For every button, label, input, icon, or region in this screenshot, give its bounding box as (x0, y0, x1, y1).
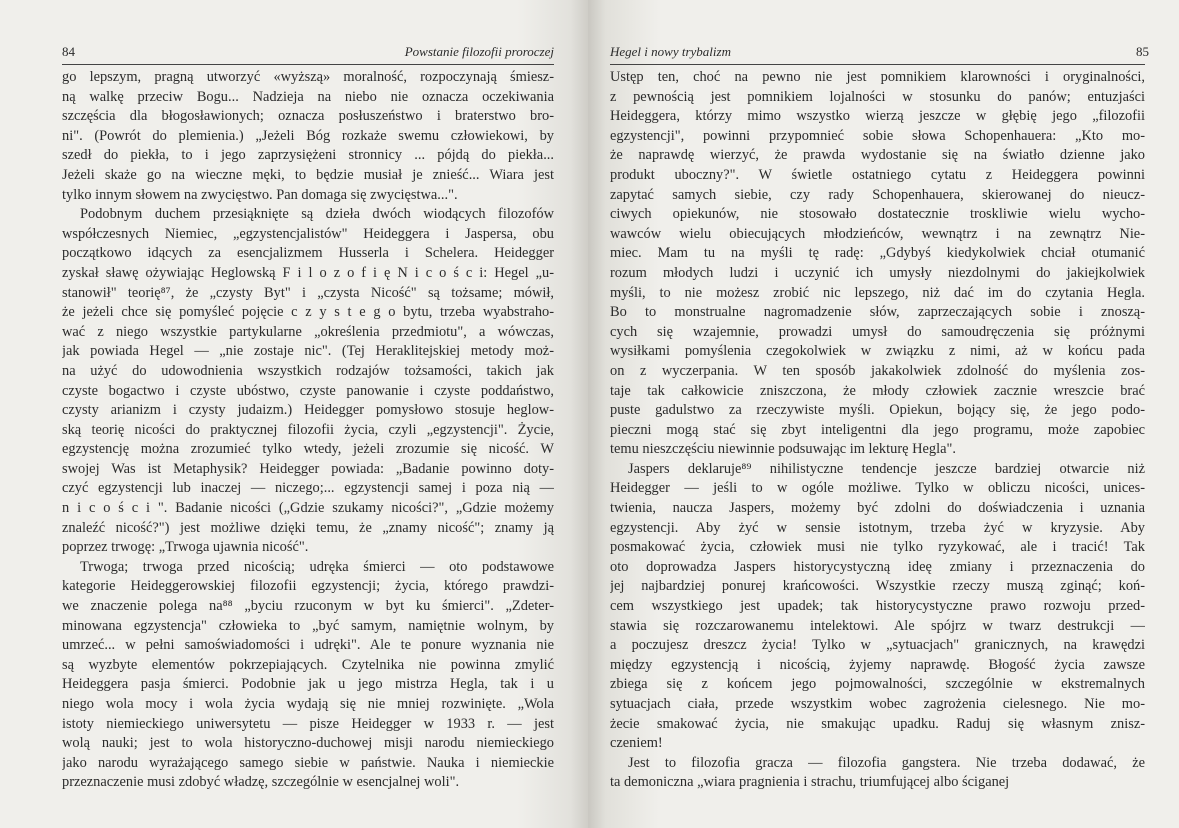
text-line: istoty niemieckiego uniwersytetu — pisze Heidegger w 1933 r. — jest (62, 715, 554, 732)
text-line: znaleźć nicość?") jest możliwe dzięki temu, że „znamy nicość"; znamy ją (62, 519, 554, 536)
running-title: Hegel i nowy trybalizm (610, 44, 731, 59)
text-line: oto doprowadza Jaspers historycystyczną ideę zmiany i przeznaczenia do (610, 558, 1145, 575)
text-line: egzystencję można zrozumieć tylko wtedy, jeżeli zrozumie się nicość. W (62, 441, 554, 458)
header-rule (62, 64, 554, 65)
text-line: jak powiada Hegel — „nie zostaje nic". (Tej Heraklitejskiej metody moż- (62, 343, 554, 360)
text-line: przeznaczenie musi zdobyć władzę, szczególnie w esencjalnej woli". (62, 774, 460, 791)
text-line: egzystencji. Aby żyć w sensie istotnym, trzeba żyć w kryzysie. Aby (610, 519, 1145, 536)
text-line: rozum młodych ludzi i uczynić ich umysły niezdolnymi do jakiejkolwiek (610, 264, 1145, 281)
header-rule (610, 64, 1145, 65)
text-line: umrzeć... w pełni samoświadomości i udręki". Ale te ponure wyznania nie (62, 637, 554, 654)
text-line: Ustęp ten, choć na pewno nie jest pomnikiem klarowności i oryginalności, (610, 69, 1145, 85)
text-line: ciwych opiekunów, nie stosowało dostatecznie troskliwie wielu wycho- (610, 206, 1145, 223)
text-line: zapytać samych siebie, czy rady Schopenhauera, skierowanej do nieucz- (610, 186, 1145, 203)
text-line: puste gadulstwo za rzeczywiste myśli. Opiekun, bojący się, że jego podo- (610, 402, 1145, 419)
text-line: ni". (Powrót do plemienia.) „Jeżeli Bóg rozkaże swemu człowiekowi, by (62, 127, 554, 144)
text-line: jako narodu wyrażającego samego siebie w państwie. Nauka i niemieckie (62, 754, 554, 771)
text-line: ta demoniczna „wiara pragnienia i strachu, triumfującej albo ściganej (610, 774, 1010, 791)
text-line: n i c o ś c i ". Badanie nicości („Gdzie szukamy nicości?", „Gdzie możemy (62, 500, 554, 517)
text-line: temu nieszczęściu niewinnie podsuwając im lekturę Hegla". (610, 441, 956, 458)
text-line: współczesnych Niemiec, „egzystencjalistów" Heideggera i Jaspersa, obu (62, 225, 554, 242)
text-line: myśli, to nie możesz zrobić nic lepszego, niż dać im do czytania Hegla. (610, 284, 1145, 301)
text-line: posmakować życia, człowiek musi nie tylko ryzykować, ale i tracić! Tak (610, 539, 1145, 556)
text-line: Heidegger — jeśli to w ogóle możliwe. Tylko w obliczu nicości, unices- (610, 480, 1145, 497)
text-line: wysiłkami pomyślenia czegokolwiek w związku z nimi, aż w końcu pada (610, 343, 1145, 360)
text-line: że naprawdę wierzyć, że prawda wydostanie się na światło dzienne jako (610, 147, 1145, 164)
text-line: on z wyczerpania. W ten sposób jakakolwiek zdolność do myślenia zos- (610, 362, 1145, 379)
text-line: zyskał sławę ożywiając Heglowską F i l o z o f i ę N i c o ś c i: Hegel „u- (62, 264, 554, 281)
text-line: Jaspers deklaruje⁸⁹ nihilistyczne tendencje jeszcze bardziej otwarcie niż (628, 460, 1145, 477)
text-line: początkowo idących za esencjalizmem Husserla i Schelera. Heidegger (62, 245, 554, 262)
text-line: stanowił" teorię⁸⁷, że „czysty Byt" i „czysta Nicość" są tożsame; mówił, (62, 284, 554, 301)
body-text (62, 68, 554, 793)
text-line: cem wszystkiego jest upadek; tak historycystyczne prawo rozwoju przed- (610, 598, 1145, 615)
text-line: Bo to monstrualne nagromadzenie słów, zaprzeczających sobie i znoszą- (610, 304, 1145, 321)
text-line: ską teorię nicości do praktycznej filozofii życia, czyli „egzystencji". Życie, (62, 421, 554, 438)
page-number: 85 (1136, 44, 1149, 59)
text-line: pieczni mogą stać się zbyt inteligentni dla jego programu, może zapobiec (610, 421, 1145, 438)
text-line: między egzystencją i nicością, żyjemy naprawdę. Błogość życia zawsze (610, 656, 1145, 673)
text-line: Heideggera pasja śmierci. Podobnie jak u jego mistrza Hegla, tak i u (62, 676, 554, 693)
text-line: są wyzbyte elementów pokrzepiających. Czytelnika nie powinna zmylić (62, 656, 554, 673)
text-line: taje tak całkowicie zniszczona, że młody człowiek zacznie wreszcie brać (610, 382, 1145, 399)
text-line: kategorie Heideggerowskiej filozofii egzystencji; życia, którego prawdzi- (62, 578, 554, 595)
text-line: wolą nauki; jest to wola historyczno-duchowej misji narodu niemieckiego (62, 735, 554, 752)
text-line: we znaczenie polega na⁸⁸ „byciu rzuconym w byt ku śmierci". „Zdeter- (62, 598, 554, 615)
left-page (0, 0, 588, 828)
text-line: sytuacjach ciała, przede wszystkim wobec zagrożenia cielesnego. Nie mo- (610, 696, 1145, 712)
text-line: ną walkę przeciw Bogu... Nadzieja na niebo nie oznacza oczekiwania (62, 88, 554, 105)
text-line: poprzez trwogę: „Trwoga ujawnia nicość". (62, 539, 309, 556)
text-line: Podobnym duchem przesiąknięte są dzieła dwóch wiodących filozofów (80, 206, 554, 223)
text-line: że jeżeli chce się pomyśleć pojęcie c z y s t e g o bytu, trzeba wyabstraho- (62, 304, 554, 321)
text-line: go lepszym, pragną utworzyć «wyższą» moralność, rozpoczynają śmiesz- (62, 69, 554, 85)
text-line: stawia się rozczarowanemu intelektowi. Ale spójrz w twarz destrukcji — (610, 617, 1145, 634)
text-line: swojej Was ist Metaphysik? Heidegger powiada: „Badanie powinno doty- (62, 460, 554, 477)
text-line: cych się wzajemnie, prowadzi umysł do samoudręczenia się próżnymi (610, 323, 1145, 340)
text-line: czyste bogactwo i czyste ubóstwo, czyste panowanie i czyste poddaństwo, (62, 382, 554, 399)
text-line: czyć egzystencji lub inaczej — niczego;... egzystencji samej i poza nią — (62, 480, 554, 497)
text-line: tylko innym słowem na zwycięstwo. Pan domaga się zwycięstwa...". (62, 186, 458, 203)
text-line: miec. Mam tu na myśli tę radę: „Gdybyś kiedykolwiek chciał otumanić (610, 245, 1145, 262)
text-line: wać z niego wszystkie partykularne „określenia przedmiotu", a wówczas, (62, 323, 554, 340)
text-line: żecie smakować życia, nie smakując upadku. Raduj się własnym znisz- (610, 715, 1145, 732)
text-line: egzystencji", powinni przypomnieć sobie słowa Schopenhauera: „Kto mo- (610, 127, 1145, 144)
text-line: zbiega się z końcem jego pojmowalności, szczególnie w ekstremalnych (610, 676, 1145, 693)
text-line: minowana egzystencja" człowieka to „być samym, namiętnie wolnym, by (62, 617, 554, 634)
text-line: z pewnością jest pomnikiem lojalności w stosunku do panów; entuzjaści (610, 88, 1145, 105)
text-line: czysty arianizm i czysty judaizm.) Heidegger pomysłowo stosuje heglow- (62, 402, 554, 419)
page-number: 84 (62, 44, 75, 59)
text-line: wawców wielu obiecujących młodzieńców, wewnątrz i na zewnątrz Nie- (610, 225, 1145, 242)
text-line: na użyć do udowodnienia wszystkich rodzajów tożsamości, takich jak (62, 362, 554, 379)
text-line: a poczujesz dreszcz życia! Tylko w „sytuacjach" granicznych, na krawędzi (610, 637, 1145, 654)
text-line: szczęścia dla błogosławionych; oznacza posłuszeństwo i braterstwo bro- (62, 108, 554, 125)
right-page (588, 0, 1179, 828)
text-line: Jest to filozofia gracza — filozofia gangstera. Nie trzeba dodawać, że (628, 754, 1145, 771)
text-line: czeniem! (610, 735, 663, 752)
text-line: Trwoga; trwoga przed nicością; udręka śmierci — oto podstawowe (80, 558, 554, 575)
text-line: szedł do piekła, to i jego zaprzysiężeni stronnicy ... pójdą do piekła... (62, 147, 554, 164)
text-line: jej najbardziej ponurej krańcowości. Wszystkie rzeczy muszą zginąć; koń- (610, 578, 1145, 595)
text-line: Jeżeli skaże go na wieczne męki, to będzie musiał je znieść... Wiara jest (62, 166, 554, 183)
running-title: Powstanie filozofii proroczej (404, 44, 554, 59)
body-text (610, 68, 1145, 793)
text-line: produkt uboczny?". W świetle ostatniego cytatu z Heideggera powinni (610, 166, 1145, 183)
text-line: Heideggera, którzy mimo wszystko wierzą jeszcze w głębię jego „filozofii (610, 108, 1145, 125)
text-line: twienia, naucza Jaspers, możemy być zdolni do doświadczenia i uznania (610, 500, 1145, 517)
text-line: niego wola mocy i wola życia wydają się nie mniej rozwinięte. „Wola (62, 696, 554, 712)
